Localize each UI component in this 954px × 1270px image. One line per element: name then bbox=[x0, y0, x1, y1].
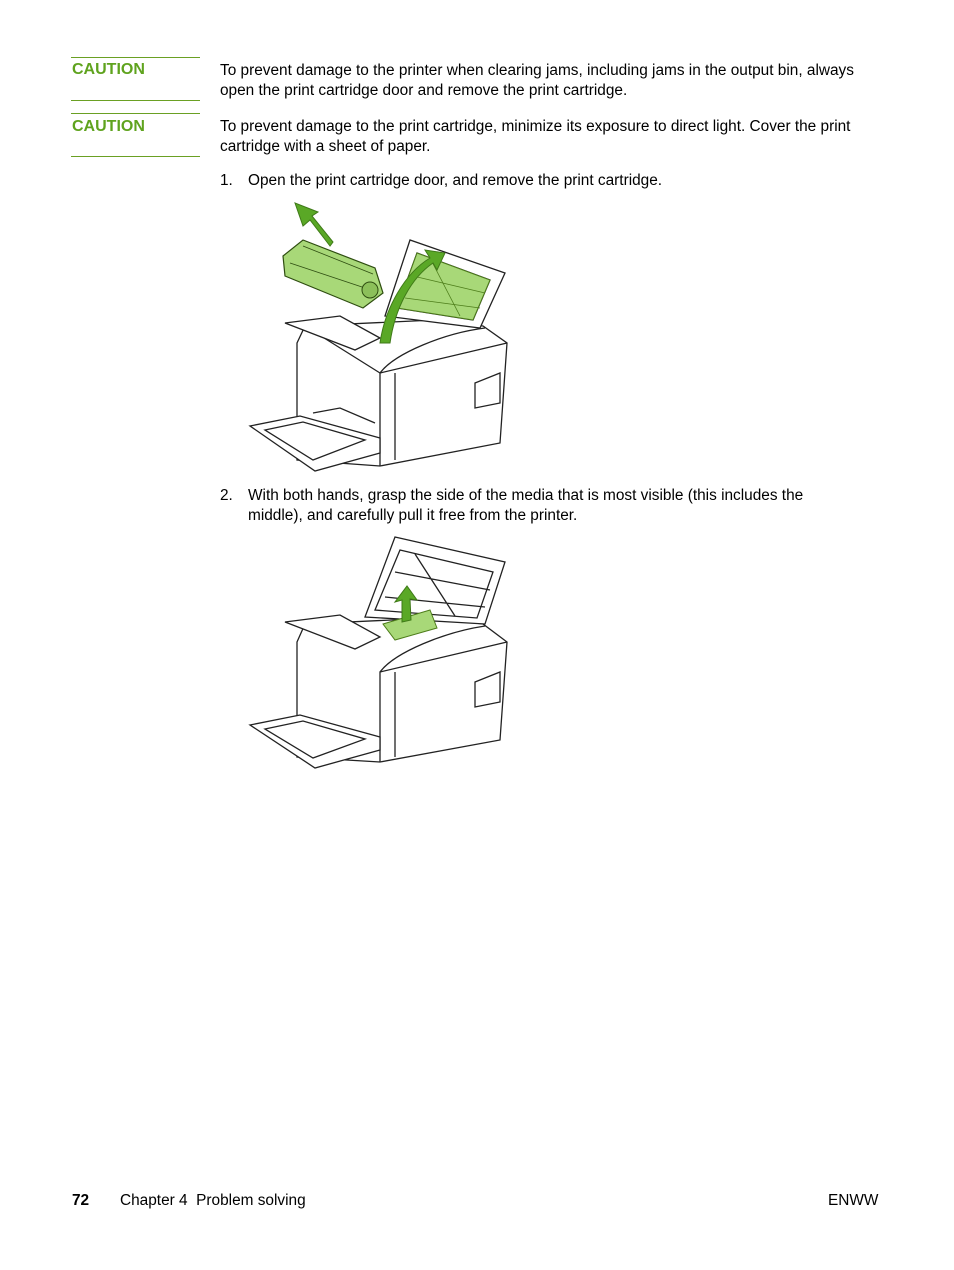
caution-text-2: To prevent damage to the print cartridge, minimize its exposure to direct light. Cover the print cartridge with a sheet of paper. bbox=[220, 118, 851, 155]
step-2-text: With both hands, grasp the side of the media that is most visible (this includes the middle), and carefully pull it free from the printer. bbox=[248, 487, 804, 524]
chapter-title: Chapter 4 Problem solving bbox=[120, 1192, 306, 1209]
step-1-number: 1. bbox=[220, 172, 233, 189]
step-2-number: 2. bbox=[220, 487, 233, 504]
footer-right: ENWW bbox=[828, 1192, 879, 1209]
printer-pull-media-illustration bbox=[245, 532, 515, 772]
page-number: 72 bbox=[72, 1192, 90, 1209]
caution-label-1: CAUTION bbox=[72, 61, 145, 78]
printer-remove-cartridge-illustration bbox=[245, 198, 515, 473]
caution-text-1: To prevent damage to the printer when clearing jams, including jams in the output bin, always open the print cartridge door and remove the print cartridge. bbox=[220, 62, 854, 99]
step-1-text: Open the print cartridge door, and remove the print cartridge. bbox=[248, 172, 663, 189]
caution-label-2: CAUTION bbox=[72, 118, 145, 135]
